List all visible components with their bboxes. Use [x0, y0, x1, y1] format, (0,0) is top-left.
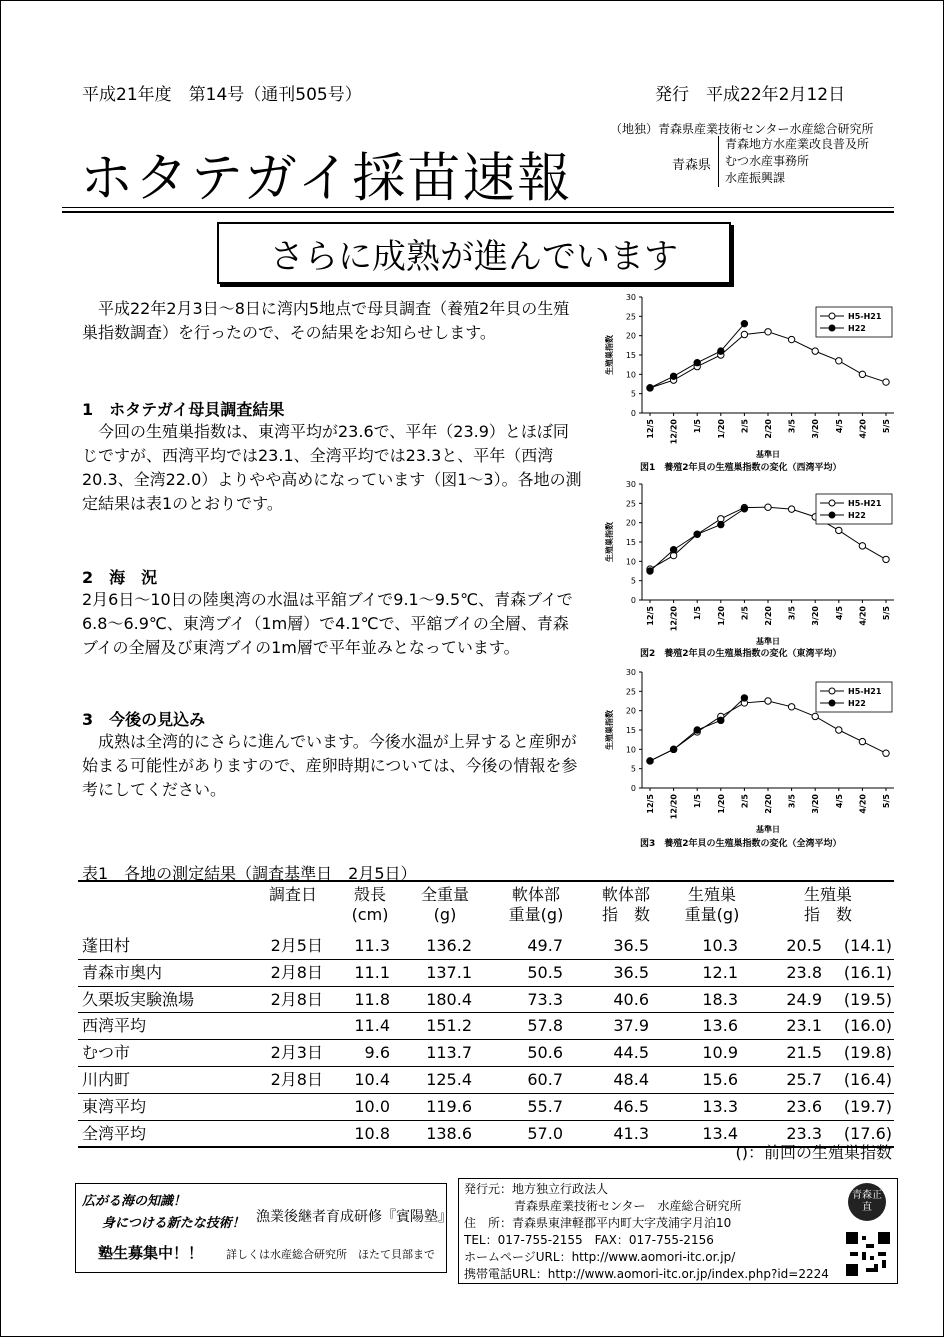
section-text: 成熟は全湾的にさらに進んでいます。今後水温が上昇すると産卵が始まる可能性がありますので、産卵時期については、今後の情報を参考にしてください。: [82, 732, 578, 799]
cell-prev: (19.5): [843, 989, 892, 1009]
publisher-line-1: 発行元：地方独立行政法人: [464, 1182, 609, 1196]
x-tick-label: 12/20: [669, 419, 679, 445]
cell-bi: 40.6: [613, 989, 649, 1009]
cell-gi: 24.9: [786, 989, 822, 1009]
y-tick-label: 0: [630, 409, 636, 418]
publisher-address: 住 所：青森県東津軽郡平内町大字茂浦字月泊10: [464, 1216, 732, 1230]
x-tick-label: 3/20: [811, 794, 821, 814]
data-point: [836, 727, 842, 733]
org-item: 青森地方水産業改良普及所: [725, 137, 870, 151]
cell-gw: 18.3: [702, 989, 738, 1009]
y-tick-label: 5: [630, 576, 636, 586]
data-point: [765, 504, 771, 510]
cell-prev: (16.4): [843, 1069, 892, 1089]
cell-date: 2月3日: [270, 1043, 323, 1063]
cell-gi: 23.1: [786, 1016, 822, 1036]
x-tick-label: 2/20: [764, 606, 773, 626]
header-body-index: [586, 885, 666, 925]
figure-3-chart: [598, 660, 898, 835]
cell-bw: 60.7: [527, 1069, 563, 1089]
cell-name: 西湾平均: [82, 1016, 147, 1036]
cell-bw: 73.3: [527, 989, 563, 1009]
cell-prev: (16.0): [843, 1016, 892, 1036]
headline: さらに成熟が進んでいます: [270, 236, 678, 277]
training-promo: [75, 1183, 452, 1273]
header-body-weight: [496, 885, 576, 925]
qr-code-icon[interactable]: [846, 1232, 890, 1276]
header-unit: (cm): [351, 905, 389, 924]
table-note: ()：前回の生殖巣指数: [735, 1143, 892, 1162]
data-point: [741, 320, 747, 326]
cell-tw: 136.2: [426, 936, 472, 955]
data-point: [718, 348, 724, 354]
cell-bi: 44.5: [613, 1043, 649, 1063]
header-text: 調査日: [268, 885, 317, 904]
y-tick-label: 25: [625, 499, 636, 509]
results-table: [78, 933, 894, 1148]
cell-bi: 36.5: [613, 936, 649, 955]
cell-date: 2月5日: [270, 936, 323, 955]
data-point: [883, 379, 889, 385]
cell-gw: 10.9: [702, 1043, 738, 1063]
y-axis-label: 生殖巣指数: [605, 335, 614, 375]
cell-gw: 13.4: [702, 1123, 738, 1143]
x-tick-label: 4/5: [834, 419, 844, 434]
publisher-line-2: 青森県産業技術センター 水産総合研究所: [514, 1199, 742, 1213]
y-tick-label: 25: [625, 687, 636, 697]
legend-label: H22: [848, 324, 866, 333]
x-axis-label: 基準日: [756, 637, 780, 646]
y-axis-label: 生殖巣指数: [605, 522, 614, 562]
x-tick-label: 2/20: [764, 794, 773, 814]
cell-name: 東湾平均: [82, 1096, 147, 1116]
issue-number: 平成21年度 第14号（通刊505号）: [82, 85, 362, 105]
cell-tw: 151.2: [426, 1016, 472, 1036]
data-point: [647, 758, 653, 764]
cell-gi: 25.7: [786, 1069, 822, 1089]
x-tick-label: 4/5: [834, 794, 844, 809]
cell-bw: 55.7: [527, 1096, 563, 1116]
page-title: ホタテガイ採苗速報: [80, 148, 573, 209]
x-tick-label: 5/5: [882, 419, 891, 434]
cell-tw: 125.4: [426, 1069, 472, 1089]
data-point: [694, 360, 700, 366]
x-tick-label: 12/5: [646, 606, 655, 626]
header-shell-length: [340, 885, 400, 925]
cell-prev: (16.1): [843, 962, 892, 982]
figure-1-chart: [598, 285, 898, 460]
cell-gi: 23.3: [786, 1123, 822, 1143]
cell-date: 2月8日: [270, 962, 323, 982]
y-tick-label: 15: [625, 726, 636, 735]
data-point: [741, 506, 747, 512]
cell-bi: 36.5: [613, 962, 649, 982]
cell-prev: (14.1): [843, 936, 892, 955]
legend-marker: [829, 500, 835, 506]
cell-name: 全湾平均: [82, 1123, 147, 1143]
table-caption: 表1 各地の測定結果（調査基準日 2月5日）: [82, 864, 417, 883]
x-tick-label: 1/20: [716, 606, 726, 626]
cell-sl: 11.3: [354, 936, 390, 955]
data-point: [812, 713, 818, 719]
x-tick-label: 3/5: [787, 419, 797, 434]
figure-3-caption: 図3 養殖2年貝の生殖巣指数の変化（全湾平均）: [640, 839, 842, 849]
cell-sl: 10.8: [354, 1123, 390, 1143]
cell-gi: 20.5: [786, 936, 822, 955]
cell-gi: 23.8: [786, 962, 822, 982]
cell-date: 2月8日: [270, 989, 323, 1009]
header-unit: 重量(g): [508, 905, 564, 924]
legend-label: H5-H21: [848, 499, 882, 508]
cell-gw: 13.6: [702, 1016, 738, 1036]
y-tick-label: 0: [630, 784, 636, 793]
promo-recruit: 塾生募集中！！: [98, 1244, 204, 1262]
x-tick-label: 2/5: [740, 606, 750, 621]
cell-sl: 11.4: [354, 1016, 390, 1036]
table-row: [78, 1067, 894, 1094]
section-text: 今回の生殖巣指数は、東湾平均が23.6で、平年（23.9）とほぼ同じですが、西湾平均では23.1、全湾平均では23.3と、平年（西湾20.3、全湾22.0）よりやや高めになっています（図1～3）。各地の測定結果は表1のとおりです。: [82, 422, 582, 513]
section-text: 2月6日～10日の陸奥湾の水温は平舘ブイで9.1～9.5℃、青森ブイで6.8～6.9℃、東湾ブイ（1m層）で4.1℃で、平舘ブイの全層、青森ブイの全層及び東湾ブイの1m層で平年並みとなっています。: [82, 590, 573, 657]
y-tick-label: 15: [625, 538, 636, 547]
header-text: 殻長: [353, 885, 386, 904]
x-tick-label: 3/5: [787, 606, 797, 621]
y-tick-label: 5: [630, 389, 636, 399]
header-unit: (g): [433, 905, 457, 924]
y-tick-label: 10: [625, 557, 636, 567]
table-row: [78, 1013, 894, 1040]
data-point: [883, 750, 889, 756]
cell-bw: 49.7: [527, 936, 563, 955]
x-tick-label: 12/20: [669, 794, 679, 820]
header-divider-thick: [62, 211, 894, 213]
header-text: 生殖巣: [803, 885, 852, 904]
data-point: [718, 717, 724, 723]
issue-date: 発行 平成22年2月12日: [655, 85, 846, 105]
x-tick-label: 1/5: [693, 606, 703, 621]
data-point: [647, 568, 653, 574]
legend-label: H5-H21: [848, 687, 882, 696]
cell-tw: 138.6: [426, 1123, 472, 1143]
cell-gi: 21.5: [786, 1043, 822, 1063]
cell-bw: 50.5: [527, 962, 563, 982]
y-tick-label: 10: [625, 745, 636, 755]
promo-line-2: 身につける新たな技術！: [102, 1216, 245, 1231]
table-row: [78, 1040, 894, 1067]
cell-name: 川内町: [82, 1069, 131, 1089]
cell-bi: 48.4: [613, 1069, 649, 1089]
x-axis-label: 基準日: [756, 825, 780, 834]
cell-tw: 180.4: [426, 989, 472, 1009]
table-row: [78, 933, 894, 960]
data-point: [694, 531, 700, 537]
intro-paragraph: 平成22年2月3日～8日に湾内5地点で母貝調査（養殖2年貝の生殖巣指数調査）を行ったので、その結果をお知らせします。: [82, 299, 570, 342]
aomori-seal-icon: 青森正直: [848, 1183, 886, 1221]
header-text: 生殖巣: [687, 885, 736, 904]
cell-date: 2月8日: [270, 1069, 323, 1089]
x-tick-label: 3/5: [787, 794, 797, 809]
x-tick-label: 2/20: [764, 419, 773, 439]
cell-bw: 57.0: [527, 1123, 563, 1143]
cell-tw: 113.7: [426, 1043, 472, 1063]
legend-marker: [829, 512, 835, 518]
y-tick-label: 20: [625, 518, 636, 528]
data-point: [836, 527, 842, 533]
table-top-rule: [78, 880, 894, 882]
homepage-url[interactable]: ホームページURL：http://www.aomori-itc.or.jp/: [464, 1250, 736, 1264]
y-tick-label: 30: [625, 668, 636, 677]
section-heading: 3 今後の見込み: [82, 710, 206, 729]
prefecture-label: 青森県: [672, 158, 712, 173]
cell-name: 久栗坂実験漁場: [82, 989, 195, 1009]
y-tick-label: 20: [625, 331, 636, 341]
x-tick-label: 1/20: [716, 419, 726, 439]
series-line: [650, 332, 886, 388]
legend-marker: [829, 700, 835, 706]
table-row: [78, 1094, 894, 1121]
cell-bi: 46.5: [613, 1096, 649, 1116]
y-tick-label: 0: [630, 596, 636, 605]
header-divider: [62, 207, 894, 208]
data-point: [718, 521, 724, 527]
y-tick-label: 10: [625, 370, 636, 380]
data-point: [741, 331, 747, 337]
header-text: 軟体部: [601, 885, 650, 904]
cell-prev: (19.7): [843, 1096, 892, 1116]
cell-gw: 13.3: [702, 1096, 738, 1116]
data-point: [670, 373, 676, 379]
cell-sl: 11.1: [354, 962, 390, 982]
y-tick-label: 15: [625, 351, 636, 360]
org-item: むつ水産事務所: [725, 154, 810, 168]
x-tick-label: 4/5: [834, 606, 844, 621]
header-total-weight: [410, 885, 480, 925]
data-point: [765, 698, 771, 704]
publisher-info: [458, 1178, 898, 1284]
header-unit: 指 数: [601, 905, 650, 924]
data-point: [788, 704, 794, 710]
header-date: [258, 885, 328, 905]
x-tick-label: 12/5: [646, 419, 655, 439]
data-point: [765, 329, 771, 335]
x-axis-label: 基準日: [756, 450, 780, 459]
mobile-url[interactable]: 携帯電話URL：http://www.aomori-itc.or.jp/index.php?id=2224: [464, 1267, 829, 1281]
data-point: [836, 358, 842, 364]
legend-label: H22: [848, 511, 866, 520]
cell-sl: 10.4: [354, 1069, 390, 1089]
prefecture-orgs: [718, 136, 869, 187]
x-tick-label: 1/5: [693, 794, 703, 809]
legend-label: H5-H21: [848, 312, 882, 321]
section-heading: 2 海 況: [82, 568, 158, 587]
legend-marker: [829, 313, 835, 319]
data-point: [694, 727, 700, 733]
y-tick-label: 30: [625, 293, 636, 302]
header-gonad-index: [778, 885, 878, 925]
header-unit: 重量(g): [684, 905, 740, 924]
x-tick-label: 2/5: [740, 794, 750, 809]
x-tick-label: 12/5: [646, 794, 655, 814]
x-tick-label: 5/5: [882, 606, 891, 621]
y-tick-label: 5: [630, 764, 636, 774]
cell-name: 蓬田村: [82, 936, 131, 955]
data-point: [788, 506, 794, 512]
header-gonad-weight: [672, 885, 752, 925]
x-tick-label: 4/20: [858, 606, 868, 626]
headline-box: [217, 222, 731, 284]
promo-line-1: 広がる海の知識！: [82, 1194, 187, 1209]
cell-name: むつ市: [82, 1043, 131, 1063]
research-institute: （地独）青森県産業技術センター水産総合研究所: [610, 122, 874, 136]
cell-bw: 57.8: [527, 1016, 563, 1036]
cell-gw: 10.3: [702, 936, 738, 955]
data-point: [670, 547, 676, 553]
header-text: 全重量: [420, 885, 469, 904]
x-tick-label: 1/5: [693, 419, 703, 434]
y-axis-label: 生殖巣指数: [605, 710, 614, 750]
data-point: [741, 695, 747, 701]
promo-program: 漁業後継者育成研修『賓陽塾』: [256, 1209, 452, 1225]
cell-gw: 12.1: [702, 962, 738, 982]
org-item: 水産振興課: [725, 171, 786, 185]
x-tick-label: 5/5: [882, 794, 891, 809]
data-point: [812, 348, 818, 354]
data-point: [859, 371, 865, 377]
header-unit: 指 数: [803, 905, 852, 924]
cell-prev: (19.8): [843, 1043, 892, 1063]
y-tick-label: 25: [625, 312, 636, 322]
x-tick-label: 12/20: [669, 606, 679, 632]
cell-tw: 137.1: [426, 962, 472, 982]
y-tick-label: 20: [625, 706, 636, 716]
cell-prev: (17.6): [843, 1123, 892, 1143]
data-point: [788, 336, 794, 342]
x-tick-label: 1/20: [716, 794, 726, 814]
cell-gi: 23.6: [786, 1096, 822, 1116]
data-point: [670, 746, 676, 752]
data-point: [859, 543, 865, 549]
table-row: [78, 960, 894, 987]
cell-sl: 10.0: [354, 1096, 390, 1116]
cell-bw: 50.6: [527, 1043, 563, 1063]
x-tick-label: 3/20: [811, 606, 821, 626]
figure-2-chart: [598, 472, 898, 647]
cell-gw: 15.6: [702, 1069, 738, 1089]
data-point: [647, 385, 653, 391]
cell-bi: 37.9: [613, 1016, 649, 1036]
legend-label: H22: [848, 699, 866, 708]
cell-name: 青森市奥内: [82, 962, 163, 982]
section-heading: 1 ホタテガイ母貝調査結果: [82, 400, 285, 419]
x-tick-label: 2/5: [740, 419, 750, 434]
publisher-phone: TEL：017-755-2155 FAX：017-755-2156: [464, 1233, 714, 1247]
promo-contact: 詳しくは水産総合研究所 ほたて貝部まで: [226, 1248, 435, 1261]
cell-bi: 41.3: [613, 1123, 649, 1143]
cell-sl: 11.8: [354, 989, 390, 1009]
cell-sl: 9.6: [364, 1043, 390, 1063]
y-tick-label: 30: [625, 480, 636, 489]
cell-tw: 119.6: [426, 1096, 472, 1116]
figure-2-caption: 図2 養殖2年貝の生殖巣指数の変化（東湾平均）: [640, 649, 842, 659]
figure-1-caption: 図1 養殖2年貝の生殖巣指数の変化（西湾平均）: [640, 463, 842, 473]
series-line: [650, 324, 744, 388]
x-tick-label: 4/20: [858, 794, 868, 814]
x-tick-label: 4/20: [858, 419, 868, 439]
legend-marker: [829, 688, 835, 694]
table-row: [78, 987, 894, 1014]
legend-marker: [829, 325, 835, 331]
data-point: [883, 556, 889, 562]
table-header: [78, 885, 894, 933]
x-tick-label: 3/20: [811, 419, 821, 439]
data-point: [859, 738, 865, 744]
header-text: 軟体部: [511, 885, 560, 904]
series-line: [650, 509, 744, 571]
